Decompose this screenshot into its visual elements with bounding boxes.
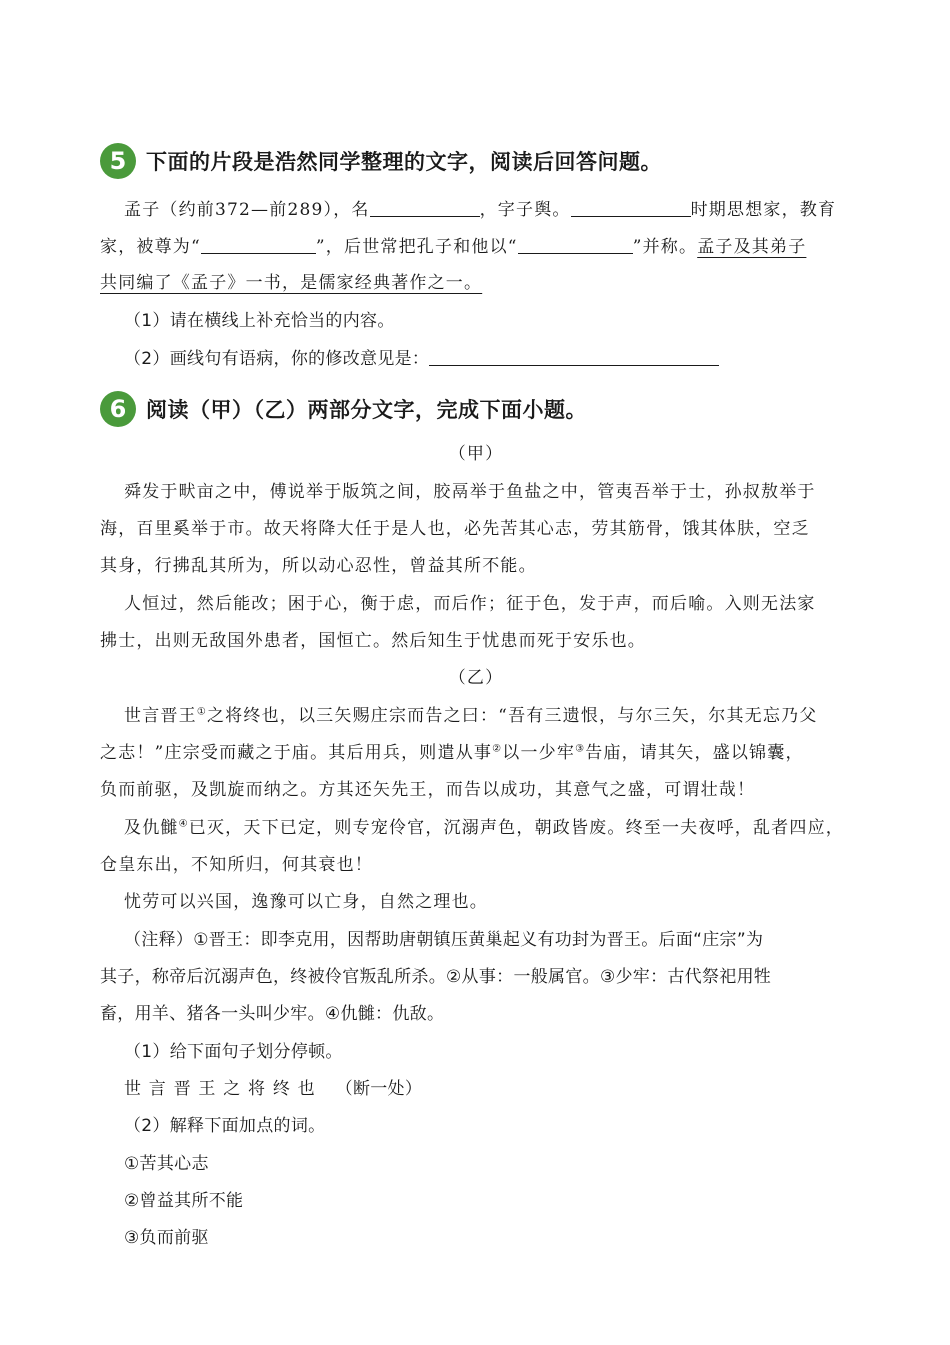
text: 之将终也，以三矢赐庄宗而告之曰：“吾有三遗恨，与尔三矢，尔其无忘乃父 xyxy=(206,706,818,726)
text: 及仇雠 xyxy=(124,818,179,838)
yi-text-line xyxy=(124,703,852,729)
q5-paragraph-line xyxy=(100,270,852,296)
jia-text-line: 海，百里奚举于市。故天将降大任于是人也，必先苦其心志，劳其筋骨，饿其体肤，空乏 xyxy=(100,519,810,539)
question-5-header xyxy=(100,143,662,179)
question-number-badge: 5 xyxy=(100,143,136,179)
answer-blank[interactable] xyxy=(370,196,480,217)
text: 世言晋王 xyxy=(124,706,197,726)
answer-blank[interactable] xyxy=(201,233,316,254)
question-6-header xyxy=(100,391,587,427)
jia-text-line: 舜发于畎亩之中，傅说举于版筑之间，胶鬲举于鱼盐之中，管夷吾举于士，孙叔敖举于 xyxy=(124,482,816,502)
text: 以一少牢 xyxy=(502,743,576,763)
pause-sentence xyxy=(124,1076,852,1102)
section-label-jia: （甲） xyxy=(448,444,504,464)
text: 时期思想家，教育 xyxy=(690,200,837,220)
yi-text-line: 负而前驱，及凯旋而纳之。方其还矢先王，而告以成功，其意气之盛，可谓壮哉！ xyxy=(100,780,756,800)
notes-line: 其子，称帝后沉溺声色，终被伶官叛乱所杀。②从事：一般属官。③少牢：古代祭祀用牲 xyxy=(100,967,772,987)
yi-text-line: 忧劳可以兴国，逸豫可以亡身，自然之理也。 xyxy=(124,892,488,912)
sentence-hint: （断一处） xyxy=(335,1079,423,1099)
jia-text-line: 其身，行拂乱其所为，所以动心忍性，曾益其所不能。 xyxy=(100,556,537,576)
footnote-marker: ② xyxy=(492,743,503,755)
q6-subquestion-2: （2）解释下面加点的词。 xyxy=(124,1116,326,1136)
answer-blank[interactable] xyxy=(571,196,691,217)
sentence-text: 世 言 晋 王 之 将 终 也 xyxy=(124,1079,316,1099)
q5-paragraph-line xyxy=(100,233,852,260)
word-item: ③负而前驱 xyxy=(124,1228,209,1248)
question-number-badge: 6 xyxy=(100,391,136,427)
question-title: 阅读（甲）（乙）两部分文字，完成下面小题。 xyxy=(146,398,587,422)
section-label-yi: （乙） xyxy=(448,668,504,688)
notes-line: 畜，用羊、猪各一头叫少牢。④仇雠：仇敌。 xyxy=(100,1004,445,1024)
text: 之志！”庄宗受而藏之于庙。其后用兵，则遣从事 xyxy=(100,743,493,763)
answer-blank[interactable] xyxy=(429,345,719,366)
underlined-sentence: 共同编了《孟子》一书，是儒家经典著作之一。 xyxy=(100,273,483,293)
text: 孟子（约前372—前289），名 xyxy=(124,200,370,220)
jia-text-line: 人恒过，然后能改；困于心，衡于虑，而后作；征于色，发于声，而后喻。入则无法家 xyxy=(124,594,816,614)
text: （2）画线句有语病，你的修改意见是： xyxy=(124,349,430,369)
jia-text-line: 拂士，出则无敌国外患者，国恒亡。然后知生于忧患而死于安乐也。 xyxy=(100,631,646,651)
answer-blank[interactable] xyxy=(518,233,633,254)
question-title: 下面的片段是浩然同学整理的文字，阅读后回答问题。 xyxy=(146,150,662,174)
text: ，字子舆。 xyxy=(479,200,571,220)
q5-paragraph-line xyxy=(124,196,852,223)
word-item: ②曾益其所不能 xyxy=(124,1191,244,1211)
yi-text-line xyxy=(100,740,852,766)
q5-subquestion-2 xyxy=(124,345,852,372)
footnote-marker: ① xyxy=(196,706,207,718)
text: ”，后世常把孔子和他以“ xyxy=(315,237,518,257)
q6-subquestion-1: （1）给下面句子划分停顿。 xyxy=(124,1042,343,1062)
footnote-marker: ③ xyxy=(575,743,586,755)
word-item: ①苦其心志 xyxy=(124,1154,209,1174)
yi-text-line: 仓皇东出，不知所归，何其衰也！ xyxy=(100,855,373,875)
notes-line: （注释）①晋王：即李克用，因帮助唐朝镇压黄巢起义有功封为晋王。后面“庄宗”为 xyxy=(124,930,764,950)
q5-subquestion-1: （1）请在横线上补充恰当的内容。 xyxy=(124,311,395,331)
text: 家，被尊为“ xyxy=(100,237,201,257)
yi-text-line xyxy=(124,815,852,841)
text: 已灭，天下已定，则专宠伶官，沉溺声色，朝政皆废。终至一夫夜呼，乱者四应， xyxy=(188,818,844,838)
underlined-sentence: 孟子及其弟子 xyxy=(697,237,807,257)
text: ”并称。 xyxy=(632,237,698,257)
text: 告庙，请其矢，盛以锦囊， xyxy=(585,743,804,763)
footnote-marker: ④ xyxy=(178,818,189,830)
